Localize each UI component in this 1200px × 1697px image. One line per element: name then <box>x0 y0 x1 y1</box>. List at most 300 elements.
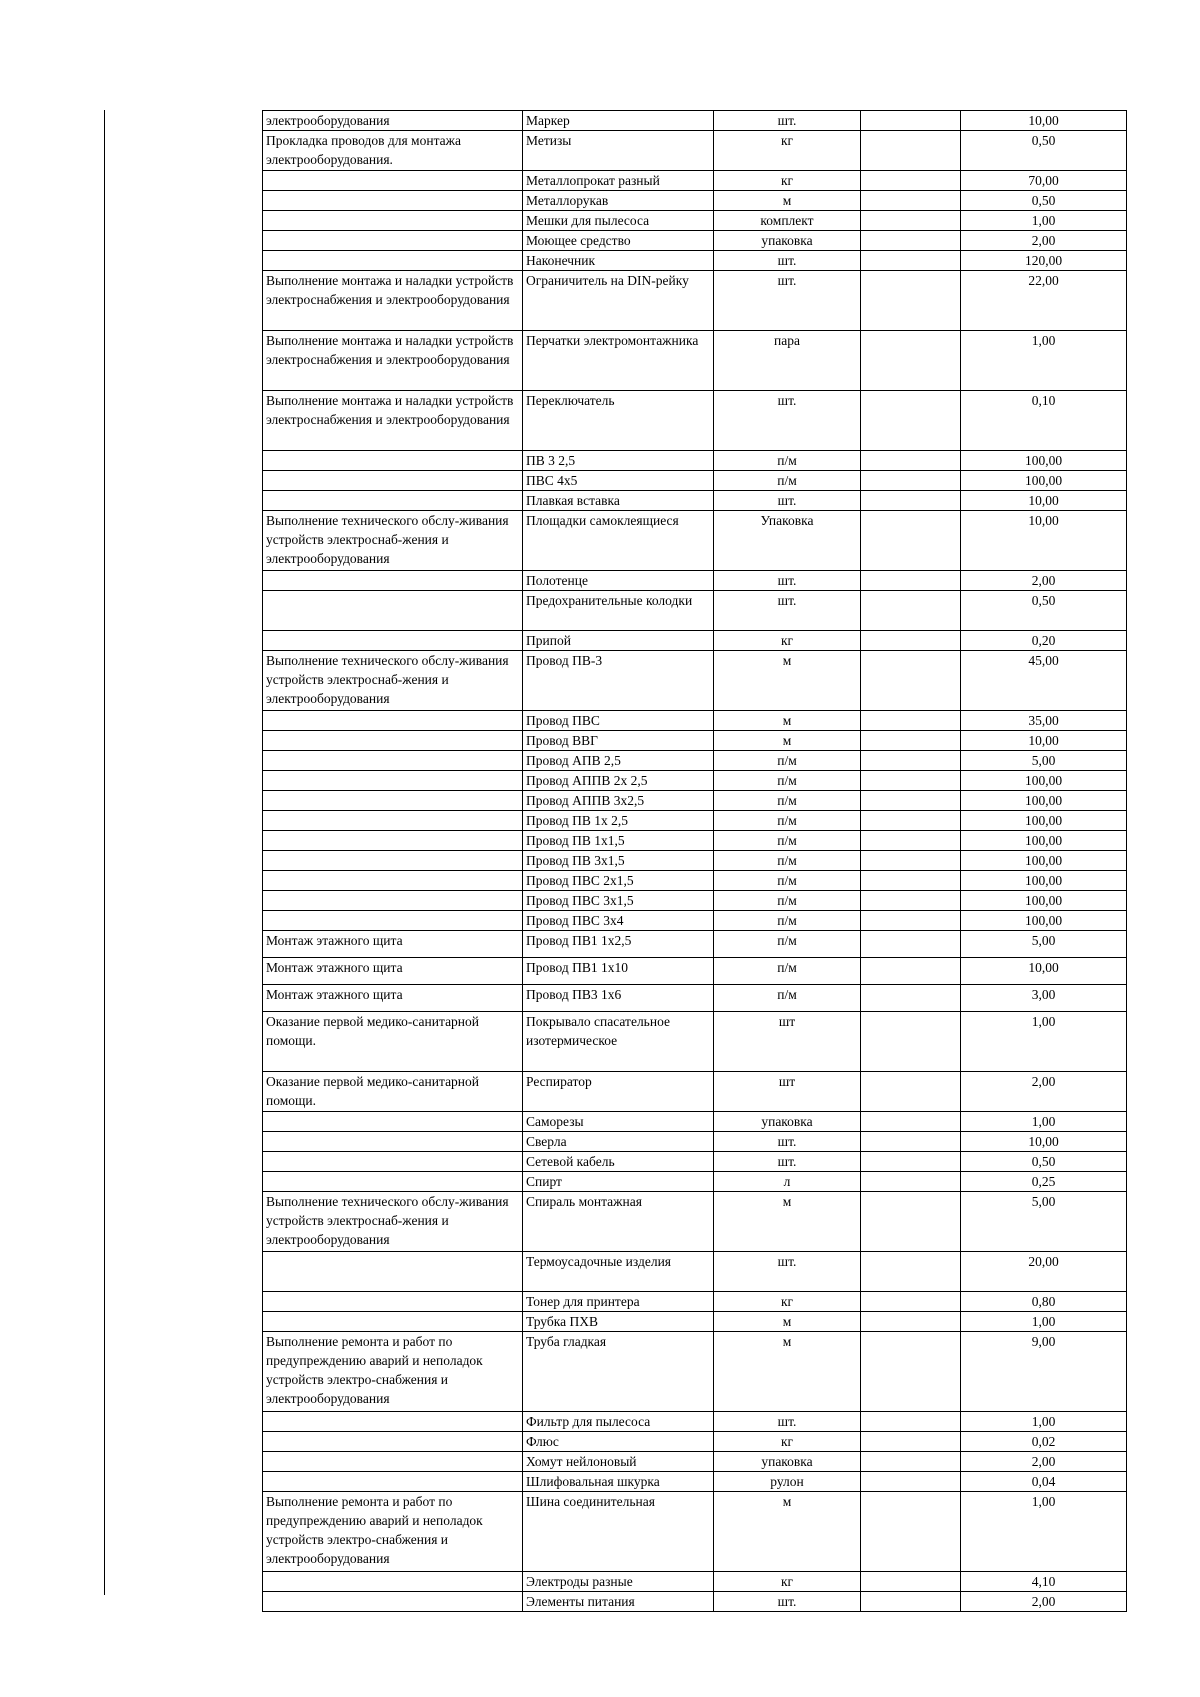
material-name-cell: Провод ПВ 3х1,5 <box>523 851 714 871</box>
work-cell: Выполнение технического обслу-живания устройств электроснаб-жения и электрооборудования <box>263 1192 523 1252</box>
material-name-cell: Флюс <box>523 1432 714 1452</box>
empty-cell <box>861 751 961 771</box>
table-row <box>263 831 1127 851</box>
empty-cell <box>861 651 961 711</box>
table-row <box>263 391 1127 451</box>
empty-cell <box>861 771 961 791</box>
table-row <box>263 1152 1127 1172</box>
quantity-cell: 9,00 <box>961 1332 1127 1412</box>
work-cell <box>263 871 523 891</box>
table-row <box>263 791 1127 811</box>
material-name-cell: Хомут нейлоновый <box>523 1452 714 1472</box>
empty-cell <box>861 471 961 491</box>
material-name-cell: Провод АППВ 2х 2,5 <box>523 771 714 791</box>
material-name-cell: Металлопрокат разный <box>523 171 714 191</box>
work-cell: Выполнение ремонта и работ по предупреждению аварий и неполадок устройств электро-снабжения и электрооборудования <box>263 1492 523 1572</box>
unit-cell: шт. <box>714 271 861 331</box>
unit-cell: п/м <box>714 985 861 1012</box>
table-row <box>263 171 1127 191</box>
empty-cell <box>861 731 961 751</box>
empty-cell <box>861 211 961 231</box>
table-row <box>263 651 1127 711</box>
empty-cell <box>861 1252 961 1292</box>
work-cell <box>263 751 523 771</box>
table-row <box>263 331 1127 391</box>
material-name-cell: ПВС 4х5 <box>523 471 714 491</box>
table-row <box>263 1572 1127 1592</box>
work-cell <box>263 171 523 191</box>
table-row <box>263 1192 1127 1252</box>
work-cell <box>263 1592 523 1612</box>
empty-cell <box>861 491 961 511</box>
unit-cell: м <box>714 651 861 711</box>
table-row <box>263 1132 1127 1152</box>
unit-cell: рулон <box>714 1472 861 1492</box>
work-cell <box>263 211 523 231</box>
work-cell: Выполнение монтажа и наладки устройств электроснабжения и электрооборудования <box>263 331 523 391</box>
empty-cell <box>861 791 961 811</box>
table-row <box>263 271 1127 331</box>
quantity-cell: 100,00 <box>961 471 1127 491</box>
quantity-cell: 2,00 <box>961 571 1127 591</box>
empty-cell <box>861 831 961 851</box>
material-name-cell: Плавкая вставка <box>523 491 714 511</box>
material-name-cell: Фильтр для пылесоса <box>523 1412 714 1432</box>
material-name-cell: Перчатки электромонтажника <box>523 331 714 391</box>
material-name-cell: Покрывало спасательное изотермическое <box>523 1012 714 1072</box>
work-cell: Выполнение технического обслу-живания устройств электроснаб-жения и электрооборудования <box>263 511 523 571</box>
unit-cell: п/м <box>714 831 861 851</box>
work-cell <box>263 1472 523 1492</box>
empty-cell <box>861 891 961 911</box>
table-row <box>263 211 1127 231</box>
table-row <box>263 511 1127 571</box>
table-row <box>263 1252 1127 1292</box>
empty-cell <box>861 1472 961 1492</box>
empty-cell <box>861 1592 961 1612</box>
table-row <box>263 191 1127 211</box>
table-row <box>263 1432 1127 1452</box>
table-row <box>263 985 1127 1012</box>
table-row <box>263 451 1127 471</box>
quantity-cell: 1,00 <box>961 1412 1127 1432</box>
empty-cell <box>861 571 961 591</box>
table-row <box>263 1312 1127 1332</box>
table-row <box>263 911 1127 931</box>
work-cell <box>263 791 523 811</box>
unit-cell: шт. <box>714 391 861 451</box>
material-name-cell: ПВ 3 2,5 <box>523 451 714 471</box>
work-cell <box>263 711 523 731</box>
material-name-cell: Провод ПВ1 1х2,5 <box>523 931 714 958</box>
work-cell <box>263 191 523 211</box>
empty-cell <box>861 1012 961 1072</box>
empty-cell <box>861 331 961 391</box>
empty-cell <box>861 1192 961 1252</box>
material-name-cell: Провод ПВ1 1х10 <box>523 958 714 985</box>
material-name-cell: Предохранительные колодки <box>523 591 714 631</box>
table-row <box>263 471 1127 491</box>
quantity-cell: 22,00 <box>961 271 1127 331</box>
work-cell <box>263 1172 523 1192</box>
table-row <box>263 1592 1127 1612</box>
unit-cell: л <box>714 1172 861 1192</box>
quantity-cell: 100,00 <box>961 791 1127 811</box>
material-name-cell: Термоусадочные изделия <box>523 1252 714 1292</box>
empty-cell <box>861 251 961 271</box>
quantity-cell: 100,00 <box>961 771 1127 791</box>
material-name-cell: Электроды разные <box>523 1572 714 1592</box>
unit-cell: п/м <box>714 771 861 791</box>
empty-cell <box>861 171 961 191</box>
quantity-cell: 100,00 <box>961 811 1127 831</box>
quantity-cell: 10,00 <box>961 491 1127 511</box>
table-row <box>263 1112 1127 1132</box>
unit-cell: шт. <box>714 591 861 631</box>
material-name-cell: Провод ПВС <box>523 711 714 731</box>
work-cell <box>263 631 523 651</box>
unit-cell: шт. <box>714 491 861 511</box>
material-name-cell: Ограничитель на DIN-рейку <box>523 271 714 331</box>
material-name-cell: Припой <box>523 631 714 651</box>
table-row <box>263 131 1127 171</box>
work-cell: Оказание первой медико-санитарной помощи. <box>263 1072 523 1112</box>
quantity-cell: 0,02 <box>961 1432 1127 1452</box>
empty-cell <box>861 391 961 451</box>
table-row <box>263 851 1127 871</box>
quantity-cell: 100,00 <box>961 851 1127 871</box>
empty-cell <box>861 1572 961 1592</box>
work-cell: Монтаж этажного щита <box>263 958 523 985</box>
quantity-cell: 2,00 <box>961 231 1127 251</box>
unit-cell: п/м <box>714 471 861 491</box>
quantity-cell: 2,00 <box>961 1072 1127 1112</box>
empty-cell <box>861 111 961 131</box>
material-name-cell: Провод ПВ-3 <box>523 651 714 711</box>
work-cell <box>263 1312 523 1332</box>
unit-cell: упаковка <box>714 1112 861 1132</box>
quantity-cell: 0,80 <box>961 1292 1127 1312</box>
quantity-cell: 100,00 <box>961 871 1127 891</box>
quantity-cell: 5,00 <box>961 931 1127 958</box>
material-name-cell: Мешки для пылесоса <box>523 211 714 231</box>
material-name-cell: Площадки самоклеящиеся <box>523 511 714 571</box>
unit-cell: Упаковка <box>714 511 861 571</box>
work-cell <box>263 851 523 871</box>
quantity-cell: 10,00 <box>961 511 1127 571</box>
quantity-cell: 10,00 <box>961 111 1127 131</box>
empty-cell <box>861 591 961 631</box>
work-cell: Монтаж этажного щита <box>263 931 523 958</box>
work-cell: Выполнение монтажа и наладки устройств электроснабжения и электрооборудования <box>263 391 523 451</box>
material-name-cell: Провод ПВС 3х4 <box>523 911 714 931</box>
material-name-cell: Шлифовальная шкурка <box>523 1472 714 1492</box>
empty-cell <box>861 958 961 985</box>
table-row <box>263 1492 1127 1572</box>
quantity-cell: 1,00 <box>961 1012 1127 1072</box>
quantity-cell: 45,00 <box>961 651 1127 711</box>
empty-cell <box>861 911 961 931</box>
material-name-cell: Тонер для принтера <box>523 1292 714 1312</box>
quantity-cell: 3,00 <box>961 985 1127 1012</box>
unit-cell: м <box>714 1192 861 1252</box>
unit-cell: п/м <box>714 958 861 985</box>
quantity-cell: 35,00 <box>961 711 1127 731</box>
table-row <box>263 571 1127 591</box>
quantity-cell: 1,00 <box>961 1112 1127 1132</box>
table-row <box>263 1012 1127 1072</box>
quantity-cell: 10,00 <box>961 731 1127 751</box>
quantity-cell: 2,00 <box>961 1452 1127 1472</box>
empty-cell <box>861 231 961 251</box>
unit-cell: п/м <box>714 791 861 811</box>
material-name-cell: Провод ВВГ <box>523 731 714 751</box>
empty-cell <box>861 851 961 871</box>
unit-cell: п/м <box>714 891 861 911</box>
quantity-cell: 0,04 <box>961 1472 1127 1492</box>
quantity-cell: 1,00 <box>961 331 1127 391</box>
table-row <box>263 1452 1127 1472</box>
quantity-cell: 120,00 <box>961 251 1127 271</box>
quantity-cell: 4,10 <box>961 1572 1127 1592</box>
table-row <box>263 1472 1127 1492</box>
work-cell <box>263 1152 523 1172</box>
work-cell <box>263 1432 523 1452</box>
table-row <box>263 1172 1127 1192</box>
material-name-cell: Провод ПВ 1х1,5 <box>523 831 714 851</box>
quantity-cell: 5,00 <box>961 1192 1127 1252</box>
unit-cell: упаковка <box>714 231 861 251</box>
unit-cell: шт. <box>714 1412 861 1432</box>
material-name-cell: Труба гладкая <box>523 1332 714 1412</box>
quantity-cell: 70,00 <box>961 171 1127 191</box>
unit-cell: шт. <box>714 1132 861 1152</box>
work-cell <box>263 1292 523 1312</box>
table-row <box>263 251 1127 271</box>
material-name-cell: Спирт <box>523 1172 714 1192</box>
unit-cell: кг <box>714 1572 861 1592</box>
material-name-cell: Трубка ПХВ <box>523 1312 714 1332</box>
materials-table-body <box>263 111 1127 1612</box>
work-cell <box>263 891 523 911</box>
work-cell <box>263 1252 523 1292</box>
work-cell <box>263 831 523 851</box>
work-cell <box>263 231 523 251</box>
table-row <box>263 1292 1127 1312</box>
table-row <box>263 931 1127 958</box>
unit-cell: шт. <box>714 1592 861 1612</box>
material-name-cell: Респиратор <box>523 1072 714 1112</box>
unit-cell: комплект <box>714 211 861 231</box>
table-row <box>263 731 1127 751</box>
unit-cell: кг <box>714 131 861 171</box>
quantity-cell: 0,50 <box>961 191 1127 211</box>
table-row <box>263 591 1127 631</box>
empty-cell <box>861 985 961 1012</box>
unit-cell: кг <box>714 1432 861 1452</box>
work-cell <box>263 811 523 831</box>
table-row <box>263 111 1127 131</box>
unit-cell: п/м <box>714 911 861 931</box>
quantity-cell: 100,00 <box>961 911 1127 931</box>
table-row <box>263 871 1127 891</box>
empty-cell <box>861 1172 961 1192</box>
unit-cell: м <box>714 1312 861 1332</box>
work-cell <box>263 771 523 791</box>
work-cell <box>263 451 523 471</box>
quantity-cell: 0,10 <box>961 391 1127 451</box>
empty-cell <box>861 511 961 571</box>
unit-cell: м <box>714 731 861 751</box>
work-cell <box>263 251 523 271</box>
empty-cell <box>861 1492 961 1572</box>
quantity-cell: 0,50 <box>961 131 1127 171</box>
table-row <box>263 1412 1127 1432</box>
empty-cell <box>861 191 961 211</box>
unit-cell: п/м <box>714 751 861 771</box>
table-row <box>263 958 1127 985</box>
work-cell: Выполнение ремонта и работ по предупреждению аварий и неполадок устройств электро-снабжения и электрооборудования <box>263 1332 523 1412</box>
unit-cell: кг <box>714 1292 861 1312</box>
work-cell: Выполнение монтажа и наладки устройств электроснабжения и электрооборудования <box>263 271 523 331</box>
unit-cell: кг <box>714 631 861 651</box>
material-name-cell: Провод АППВ 3х2,5 <box>523 791 714 811</box>
table-row <box>263 771 1127 791</box>
table-row <box>263 711 1127 731</box>
quantity-cell: 0,50 <box>961 591 1127 631</box>
quantity-cell: 2,00 <box>961 1592 1127 1612</box>
table-row <box>263 231 1127 251</box>
unit-cell: п/м <box>714 871 861 891</box>
work-cell: Монтаж этажного щита <box>263 985 523 1012</box>
unit-cell: шт <box>714 1012 861 1072</box>
empty-cell <box>861 451 961 471</box>
empty-cell <box>861 1112 961 1132</box>
material-name-cell: Шина соединительная <box>523 1492 714 1572</box>
material-name-cell: Наконечник <box>523 251 714 271</box>
material-name-cell: Провод ПВ3 1х6 <box>523 985 714 1012</box>
unit-cell: м <box>714 191 861 211</box>
empty-cell <box>861 1332 961 1412</box>
empty-cell <box>861 1152 961 1172</box>
unit-cell: шт. <box>714 251 861 271</box>
material-name-cell: Спираль монтажная <box>523 1192 714 1252</box>
work-cell <box>263 911 523 931</box>
work-cell <box>263 571 523 591</box>
empty-cell <box>861 1312 961 1332</box>
work-cell <box>263 591 523 631</box>
quantity-cell: 0,50 <box>961 1152 1127 1172</box>
unit-cell: шт. <box>714 1152 861 1172</box>
material-name-cell: Провод ПВС 3х1,5 <box>523 891 714 911</box>
materials-table <box>262 110 1127 1612</box>
unit-cell: шт <box>714 1072 861 1112</box>
quantity-cell: 1,00 <box>961 1312 1127 1332</box>
table-row <box>263 491 1127 511</box>
work-cell <box>263 471 523 491</box>
material-name-cell: Металлорукав <box>523 191 714 211</box>
material-name-cell: Элементы питания <box>523 1592 714 1612</box>
table-row <box>263 1072 1127 1112</box>
work-cell <box>263 1412 523 1432</box>
work-cell: Выполнение технического обслу-живания устройств электроснаб-жения и электрооборудования <box>263 651 523 711</box>
table-row <box>263 891 1127 911</box>
unit-cell: шт. <box>714 111 861 131</box>
quantity-cell: 1,00 <box>961 211 1127 231</box>
table-row <box>263 811 1127 831</box>
quantity-cell: 0,25 <box>961 1172 1127 1192</box>
empty-cell <box>861 1412 961 1432</box>
work-cell: Прокладка проводов для монтажа электрооборудования. <box>263 131 523 171</box>
table-row <box>263 751 1127 771</box>
quantity-cell: 1,00 <box>961 1492 1127 1572</box>
work-cell <box>263 731 523 751</box>
material-name-cell: Полотенце <box>523 571 714 591</box>
work-cell: Оказание первой медико-санитарной помощи. <box>263 1012 523 1072</box>
quantity-cell: 0,20 <box>961 631 1127 651</box>
material-name-cell: Провод ПВ 1х 2,5 <box>523 811 714 831</box>
unit-cell: п/м <box>714 811 861 831</box>
material-name-cell: Моющее средство <box>523 231 714 251</box>
material-name-cell: Сетевой кабель <box>523 1152 714 1172</box>
table-row <box>263 631 1127 651</box>
empty-cell <box>861 1292 961 1312</box>
left-margin-rule <box>104 110 105 1595</box>
material-name-cell: Провод АПВ 2,5 <box>523 751 714 771</box>
unit-cell: м <box>714 711 861 731</box>
empty-cell <box>861 711 961 731</box>
work-cell <box>263 1452 523 1472</box>
unit-cell: м <box>714 1332 861 1412</box>
empty-cell <box>861 811 961 831</box>
material-name-cell: Саморезы <box>523 1112 714 1132</box>
quantity-cell: 100,00 <box>961 891 1127 911</box>
unit-cell: п/м <box>714 931 861 958</box>
unit-cell: упаковка <box>714 1452 861 1472</box>
material-name-cell: Переключатель <box>523 391 714 451</box>
material-name-cell: Маркер <box>523 111 714 131</box>
work-cell <box>263 1132 523 1152</box>
quantity-cell: 100,00 <box>961 831 1127 851</box>
unit-cell: пара <box>714 331 861 391</box>
quantity-cell: 20,00 <box>961 1252 1127 1292</box>
empty-cell <box>861 1132 961 1152</box>
empty-cell <box>861 1432 961 1452</box>
empty-cell <box>861 1452 961 1472</box>
empty-cell <box>861 871 961 891</box>
quantity-cell: 5,00 <box>961 751 1127 771</box>
empty-cell <box>861 131 961 171</box>
quantity-cell: 100,00 <box>961 451 1127 471</box>
quantity-cell: 10,00 <box>961 958 1127 985</box>
work-cell <box>263 1572 523 1592</box>
unit-cell: шт. <box>714 571 861 591</box>
material-name-cell: Сверла <box>523 1132 714 1152</box>
unit-cell: п/м <box>714 451 861 471</box>
empty-cell <box>861 1072 961 1112</box>
unit-cell: п/м <box>714 851 861 871</box>
material-name-cell: Метизы <box>523 131 714 171</box>
work-cell <box>263 1112 523 1132</box>
empty-cell <box>861 271 961 331</box>
empty-cell <box>861 631 961 651</box>
material-name-cell: Провод ПВС 2х1,5 <box>523 871 714 891</box>
work-cell <box>263 491 523 511</box>
quantity-cell: 10,00 <box>961 1132 1127 1152</box>
unit-cell: шт. <box>714 1252 861 1292</box>
work-cell: электрооборудования <box>263 111 523 131</box>
unit-cell: кг <box>714 171 861 191</box>
